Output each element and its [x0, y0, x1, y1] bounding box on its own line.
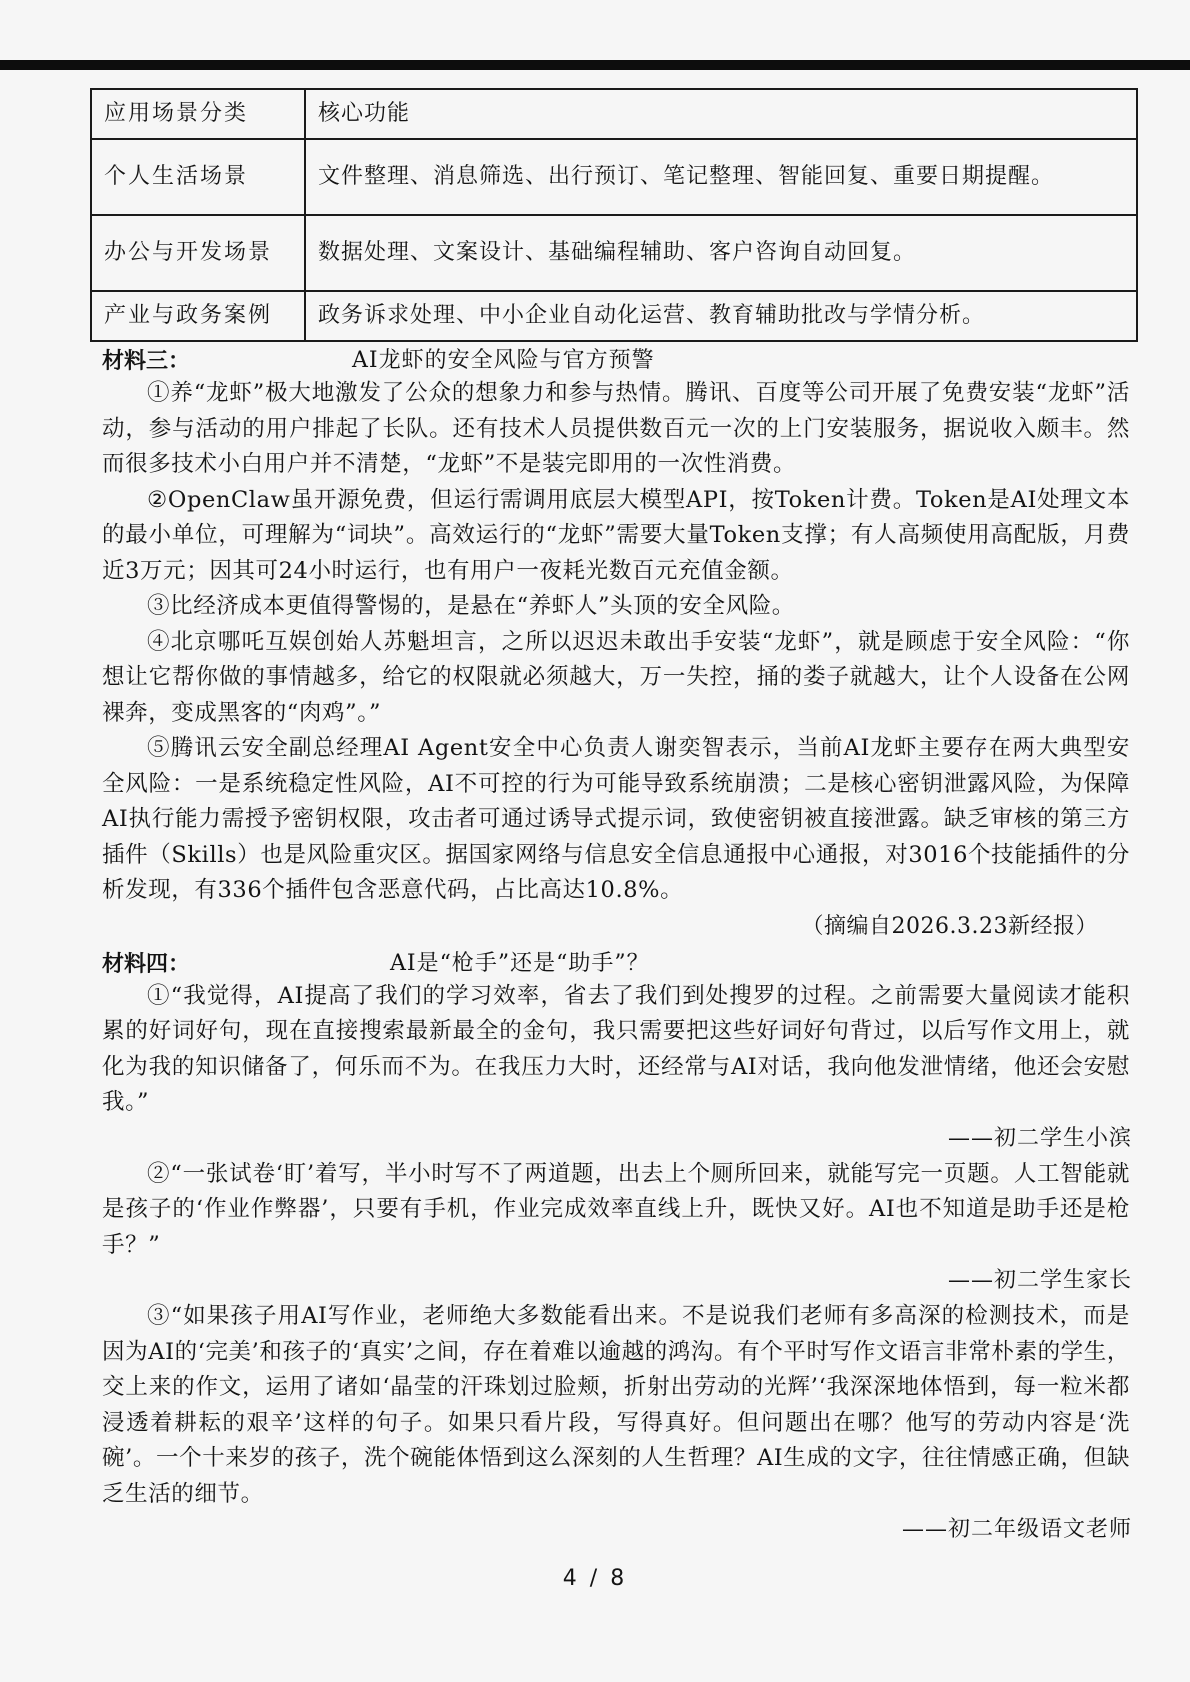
material3-paragraph-4: ④北京哪吒互娱创始人苏魁坦言，之所以迟迟未敢出手安装“龙虾”，就是顾虑于安全风险：“你想让它帮你做的事情越多，给它的权限就必须越大，万一失控，捅的娄子就越大，让个人设备在公网裸奔，变成黑客的“肉鸡”。” [102, 628, 1130, 726]
table-header-row [91, 89, 1137, 139]
table-row [91, 139, 1137, 215]
scenario-table [90, 88, 1138, 342]
material4-label: 材料四： [102, 950, 191, 977]
row-category: 办公与开发场景 [91, 215, 305, 291]
material4-speaker-1: ——初二学生小滨 [947, 1125, 1132, 1151]
material3-title: AI龙虾的安全风险与官方预警 [352, 348, 655, 373]
material4-quote-2: ②“一张试卷‘盯’着写，半小时写不了两道题，出去上个厕所回来，就能写完一页题。人工智能就是孩子的‘作业作弊器’，只要有手机，作业完成效率直线上升，既快又好。AI也不知道是助手还是枪手？” [102, 1160, 1130, 1258]
header-function: 核心功能 [305, 89, 1137, 139]
material3-heading [90, 346, 1138, 376]
row-function: 文件整理、消息筛选、出行预订、笔记整理、智能回复、重要日期提醒。 [305, 139, 1137, 215]
material4-title: AI是“枪手”还是“助手”？ [390, 950, 650, 976]
top-border-bar [0, 60, 1190, 70]
page-number: 4 / 8 [562, 1566, 628, 1591]
material3-source: （摘编自2026.3.23新经报） [801, 913, 1098, 939]
exam-page [90, 88, 1138, 1548]
row-category: 个人生活场景 [91, 139, 305, 215]
material3-paragraph-5: ⑤腾讯云安全副总经理AI Agent安全中心负责人谢奕智表示，当前AI龙虾主要存在两大典型安全风险：一是系统稳定性风险，AI不可控的行为可能导致系统崩溃；二是核心密钥泄露风险，为保障AI执行能力需授予密钥权限，攻击者可通过诱导式提示词，致使密钥被直接泄露。缺乏审核的第三方插件（Skills）也是风险重灾区。据国家网络与信息安全信息通报中心通报，对3016个技能插件的分析发现，有336个插件包含恶意代码，占比高达10.8%。 [102, 735, 1130, 903]
row-category: 产业与政务案例 [91, 291, 305, 341]
material3-paragraph-1: ①养“龙虾”极大地激发了公众的想象力和参与热情。腾讯、百度等公司开展了免费安装“龙虾”活动，参与活动的用户排起了长队。还有技术人员提供数百元一次的上门安装服务，据说收入颇丰。然而很多技术小白用户并不清楚，“龙虾”不是装完即用的一次性消费。 [102, 380, 1130, 477]
table-row [91, 215, 1137, 291]
row-function: 政务诉求处理、中小企业自动化运营、教育辅助批改与学情分析。 [305, 291, 1137, 341]
material3-paragraph-2: ②OpenClaw虽开源免费，但运行需调用底层大模型API，按Token计费。Token是AI处理文本的最小单位，可理解为“词块”。高效运行的“龙虾”需要大量Token支撑；有人高频使用高配版，月费近3万元；因其可24小时运行，也有用户一夜耗光数百元充值金额。 [102, 486, 1130, 584]
material4-speaker-3: ——初二年级语文老师 [901, 1517, 1132, 1542]
material3-paragraph-3: ③比经济成本更值得警惕的，是悬在“养虾人”头顶的安全风险。 [147, 593, 795, 619]
material4-quote-1: ①“我觉得，AI提高了我们的学习效率，省去了我们到处搜罗的过程。之前需要大量阅读才能积累的好词好句，现在直接搜索最新最全的金句，我只需要把这些好词好句背过，以后写作文用上，就化为我的知识储备了，何乐而不为。在我压力大时，还经常与AI对话，我向他发泄情绪，他还会安慰我。” [102, 982, 1130, 1115]
header-category: 应用场景分类 [91, 89, 305, 139]
material4-heading [90, 949, 1138, 979]
material4-quote-3: ③“如果孩子用AI写作业，老师绝大多数能看出来。不是说我们老师有多高深的检测技术，而是因为AI的‘完美’和孩子的‘真实’之间，存在着难以逾越的鸿沟。有个平时写作文语言非常朴素的学生，交上来的作文，运用了诸如‘晶莹的汗珠划过脸颊，折射出劳动的光辉’‘我深深地体悟到，每一粒米都浸透着耕耘的艰辛’这样的句子。如果只看片段，写得真好。但问题出在哪？他写的劳动内容是‘洗碗’。一个十来岁的孩子，洗个碗能体悟到这么深刻的人生哲理？AI生成的文字，往往情感正确，但缺乏生活的细节。 [102, 1303, 1130, 1507]
row-function: 数据处理、文案设计、基础编程辅助、客户咨询自动回复。 [305, 215, 1137, 291]
table-row [91, 291, 1137, 341]
material4-speaker-2: ——初二学生家长 [947, 1268, 1132, 1293]
material3-label: 材料三： [102, 348, 191, 374]
